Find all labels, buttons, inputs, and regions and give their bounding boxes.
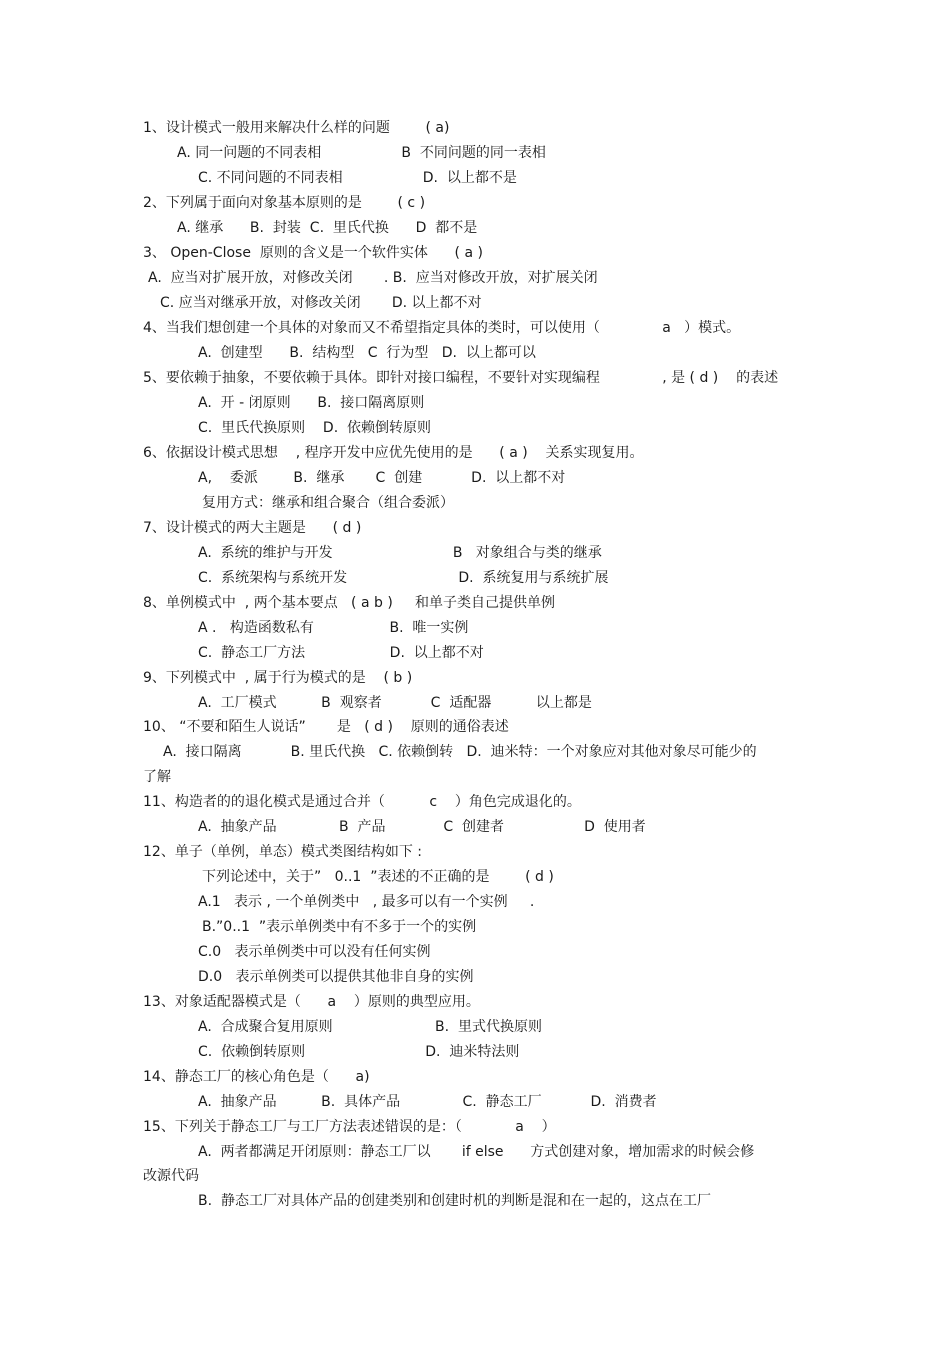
question-3: 3、 Open-Close 原则的含义是一个软件实体 ( a ) (143, 245, 483, 261)
question-2: 2、下列属于面向对象基本原则的是 ( c ) (143, 195, 426, 211)
question-1: 1、设计模式一般用来解决什么样的问题 ( a) (143, 120, 450, 136)
question-14-options: A. 抽象产品 B. 具体产品 C. 静态工厂 D. 消费者 (198, 1094, 657, 1110)
question-12-option-a: A.1 表示 , 一个单例类中 , 最多可以有一个实例 . (198, 894, 535, 910)
question-1-options-ab: A. 同一问题的不同表相 B 不同问题的同一表相 (177, 145, 546, 161)
question-7-options-ab: A. 系统的维护与开发 B 对象组合与类的继承 (198, 545, 602, 561)
question-5-options-ab: A. 开 - 闭原则 B. 接口隔离原则 (198, 395, 425, 411)
question-4-options: A. 创建型 B. 结构型 C 行为型 D. 以上都可以 (198, 345, 536, 361)
question-11: 11、构造者的的退化模式是通过合并（ c ）角色完成退化的。 (143, 794, 581, 810)
question-6-options: A, 委派 B. 继承 C 创建 D. 以上都不对 (198, 470, 566, 486)
question-12-stem: 下列论述中，关于” 0..1 ”表述的不正确的是 ( d ) (202, 869, 554, 885)
question-3-options-cd: C. 应当对继承开放，对修改关闭 D. 以上都不对 (160, 295, 482, 311)
question-12-option-c: C.0 表示单例类中可以没有任何实例 (198, 944, 431, 960)
question-12-option-d: D.0 表示单例类可以提供其他非自身的实例 (198, 969, 474, 985)
question-14: 14、静态工厂的核心角色是（ a) (143, 1069, 370, 1085)
question-7: 7、设计模式的两大主题是 ( d ) (143, 520, 362, 536)
question-9: 9、下列模式中 , 属于行为模式的是 ( b ) (143, 670, 413, 686)
question-6-note: 复用方式：继承和组合聚合（组合委派） (202, 495, 454, 511)
question-7-options-cd: C. 系统架构与系统开发 D. 系统复用与系统扩展 (198, 570, 609, 586)
question-13-options-cd: C. 依赖倒转原则 D. 迪米特法则 (198, 1044, 520, 1060)
question-12: 12、单子（单例，单态）模式类图结构如下 : (143, 844, 422, 860)
question-10: 10、 “不要和陌生人说话” 是 ( d ) 原则的通俗表述 (143, 719, 509, 735)
question-13: 13、对象适配器模式是（ a ）原则的典型应用。 (143, 994, 480, 1010)
question-10-options: A. 接口隔离 B. 里氏代换 C. 依赖倒转 D. 迪米特：一个对象应对其他对象尽可能少的 (163, 744, 757, 760)
question-8: 8、单例模式中 , 两个基本要点 ( a b ) 和单子类自己提供单例 (143, 595, 556, 611)
question-15-option-b: B. 静态工厂对具体产品的创建类别和创建时机的判断是混和在一起的，这点在工厂 (198, 1193, 711, 1209)
question-3-options-ab: A. 应当对扩展开放，对修改关闭 . B. 应当对修改开放，对扩展关闭 (148, 270, 598, 286)
question-4: 4、当我们想创建一个具体的对象而又不希望指定具体的类时，可以使用（ a ）模式。 (143, 320, 741, 336)
question-8-options-cd: C. 静态工厂方法 D. 以上都不对 (198, 645, 484, 661)
question-12-option-b: B.”0..1 ”表示单例类中有不多于一个的实例 (202, 919, 477, 935)
question-13-options-ab: A. 合成聚合复用原则 B. 里式代换原则 (198, 1019, 542, 1035)
question-2-options: A. 继承 B. 封装 C. 里氏代换 D 都不是 (177, 220, 478, 236)
question-1-options-cd: C. 不同问题的不同表相 D. 以上都不是 (198, 170, 517, 186)
question-15: 15、下列关于静态工厂与工厂方法表述错误的是：（ a ） (143, 1119, 556, 1135)
question-15-option-a: A. 两者都满足开闭原则：静态工厂以 if else 方式创建对象，增加需求的时候会修 (198, 1144, 755, 1160)
question-11-options: A. 抽象产品 B 产品 C 创建者 D 使用者 (198, 819, 646, 835)
question-8-options-ab: A . 构造函数私有 B. 唯一实例 (198, 620, 469, 636)
question-6: 6、依据设计模式思想 , 程序开发中应优先使用的是 ( a ) 关系实现复用。 (143, 445, 644, 461)
question-15-option-a-continuation: 改源代码 (143, 1168, 199, 1184)
question-10-continuation: 了解 (143, 769, 171, 785)
question-9-options: A. 工厂模式 B 观察者 C 适配器 以上都是 (198, 695, 592, 711)
question-5: 5、要依赖于抽象，不要依赖于具体。即针对接口编程，不要针对实现编程 , 是 ( d ) 的表述 (143, 370, 779, 386)
question-5-options-cd: C. 里氏代换原则 D. 依赖倒转原则 (198, 420, 432, 436)
